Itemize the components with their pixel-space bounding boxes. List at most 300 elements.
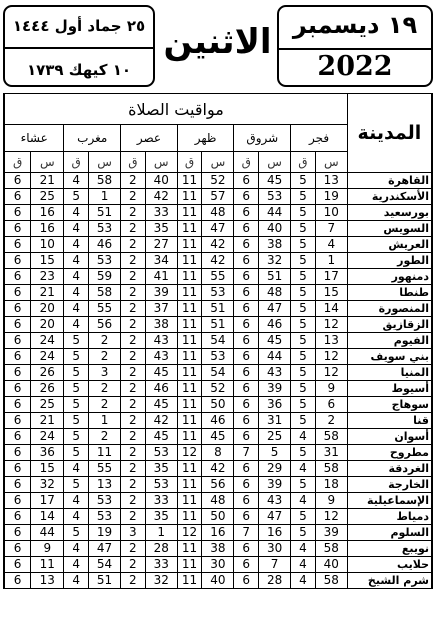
hour-cell: 11	[177, 365, 202, 381]
minute-cell: 13	[315, 333, 347, 349]
minute-cell: 32	[145, 573, 177, 589]
prayer-header: عصر	[121, 125, 178, 152]
minute-cell: 13	[31, 573, 64, 589]
hour-cell: 6	[4, 205, 31, 221]
hour-cell: 6	[234, 173, 259, 189]
city-name: الزقازيق	[347, 317, 432, 333]
hour-cell: 11	[177, 173, 202, 189]
table-row	[4, 477, 432, 493]
minute-cell: 12	[315, 365, 347, 381]
minute-cell: 2	[88, 349, 120, 365]
hour-cell: 2	[121, 445, 146, 461]
minute-cell: 29	[259, 461, 291, 477]
hour-cell: 4	[291, 493, 316, 509]
hour-cell: 4	[64, 573, 89, 589]
hour-cell: 4	[64, 173, 89, 189]
hour-cell: 6	[4, 477, 31, 493]
hour-cell: 11	[177, 541, 202, 557]
unit-minute-label: ق	[234, 152, 259, 173]
minute-cell: 44	[31, 525, 64, 541]
minute-cell: 18	[315, 477, 347, 493]
minute-cell: 51	[88, 573, 120, 589]
minute-cell: 24	[31, 429, 64, 445]
minute-cell: 47	[88, 541, 120, 557]
hour-cell: 6	[234, 477, 259, 493]
coptic-date: ١٠ كيهك ١٧٣٩	[26, 61, 132, 79]
minute-cell: 8	[202, 445, 234, 461]
hour-cell: 5	[291, 285, 316, 301]
hour-cell: 2	[121, 429, 146, 445]
minute-cell: 3	[88, 365, 120, 381]
minute-cell: 27	[145, 237, 177, 253]
hour-cell: 6	[4, 573, 31, 589]
unit-minute-label: ق	[64, 152, 89, 173]
minute-cell: 51	[202, 301, 234, 317]
minute-cell: 47	[259, 301, 291, 317]
hour-cell: 6	[4, 301, 31, 317]
minute-cell: 33	[145, 557, 177, 573]
table-row	[4, 365, 432, 381]
prayer-header: مغرب	[64, 125, 121, 152]
hour-cell: 5	[64, 397, 89, 413]
minute-cell: 16	[31, 205, 64, 221]
minute-cell: 46	[259, 317, 291, 333]
minute-cell: 55	[88, 461, 120, 477]
minute-cell: 42	[202, 237, 234, 253]
minute-cell: 59	[88, 269, 120, 285]
hour-cell: 11	[177, 237, 202, 253]
minute-cell: 53	[145, 477, 177, 493]
minute-cell: 25	[31, 189, 64, 205]
minute-cell: 45	[259, 173, 291, 189]
hour-cell: 6	[234, 285, 259, 301]
city-name: الخارجة	[347, 477, 432, 493]
minute-cell: 45	[145, 429, 177, 445]
city-name: دمنهور	[347, 269, 432, 285]
hour-cell: 11	[177, 413, 202, 429]
hour-cell: 5	[64, 349, 89, 365]
minute-cell: 2	[88, 381, 120, 397]
hour-cell: 6	[234, 317, 259, 333]
hour-cell: 6	[234, 301, 259, 317]
minute-cell: 36	[31, 445, 64, 461]
minute-cell: 16	[31, 221, 64, 237]
hour-cell: 5	[291, 349, 316, 365]
hour-cell: 6	[4, 221, 31, 237]
minute-cell: 6	[315, 397, 347, 413]
table-row	[4, 237, 432, 253]
minute-cell: 38	[202, 541, 234, 557]
hour-cell: 11	[177, 477, 202, 493]
minute-cell: 25	[259, 429, 291, 445]
minute-cell: 52	[202, 173, 234, 189]
hour-cell: 2	[121, 221, 146, 237]
minute-cell: 15	[315, 285, 347, 301]
hour-cell: 11	[177, 573, 202, 589]
minute-cell: 16	[202, 525, 234, 541]
minute-cell: 48	[202, 205, 234, 221]
city-name: القاهرة	[347, 173, 432, 189]
hour-cell: 6	[4, 541, 31, 557]
minute-cell: 58	[315, 429, 347, 445]
minute-cell: 1	[88, 413, 120, 429]
hour-cell: 2	[121, 381, 146, 397]
hour-cell: 11	[177, 349, 202, 365]
minute-cell: 45	[145, 397, 177, 413]
gregorian-day-month: ١٩ ديسمبر	[292, 11, 418, 39]
minute-cell: 55	[88, 301, 120, 317]
hour-cell: 4	[64, 301, 89, 317]
hour-cell: 6	[4, 413, 31, 429]
hour-cell: 6	[4, 493, 31, 509]
hour-cell: 5	[291, 269, 316, 285]
table-row	[4, 525, 432, 541]
minute-cell: 35	[145, 221, 177, 237]
minute-cell: 31	[259, 413, 291, 429]
minute-cell: 14	[31, 509, 64, 525]
gregorian-year: 2022	[317, 51, 393, 82]
minute-cell: 35	[145, 509, 177, 525]
minute-cell: 47	[202, 221, 234, 237]
minute-cell: 53	[259, 189, 291, 205]
minute-cell: 14	[315, 301, 347, 317]
hour-cell: 11	[177, 397, 202, 413]
hour-cell: 2	[121, 573, 146, 589]
hour-cell: 4	[291, 557, 316, 573]
table-row	[4, 189, 432, 205]
city-name: أسوان	[347, 429, 432, 445]
minute-cell: 24	[31, 349, 64, 365]
minute-cell: 53	[88, 493, 120, 509]
city-name: السلوم	[347, 525, 432, 541]
minute-cell: 39	[315, 525, 347, 541]
hour-cell: 12	[177, 525, 202, 541]
minute-cell: 39	[259, 477, 291, 493]
hour-cell: 4	[64, 237, 89, 253]
hour-cell: 6	[234, 349, 259, 365]
minute-cell: 2	[88, 429, 120, 445]
hour-cell: 5	[291, 381, 316, 397]
minute-cell: 20	[31, 317, 64, 333]
minute-cell: 51	[259, 269, 291, 285]
hour-cell: 4	[64, 221, 89, 237]
minute-cell: 2	[315, 413, 347, 429]
minute-cell: 32	[31, 477, 64, 493]
table-row	[4, 381, 432, 397]
minute-cell: 25	[31, 397, 64, 413]
unit-minute-label: ق	[4, 152, 31, 173]
minute-cell: 45	[202, 429, 234, 445]
hour-cell: 6	[4, 365, 31, 381]
minute-cell: 2	[88, 397, 120, 413]
minute-cell: 17	[31, 493, 64, 509]
table-row	[4, 333, 432, 349]
minute-cell: 12	[315, 349, 347, 365]
minute-cell: 40	[202, 573, 234, 589]
minute-cell: 56	[88, 317, 120, 333]
minute-cell: 23	[31, 269, 64, 285]
minute-cell: 15	[31, 461, 64, 477]
minute-cell: 44	[259, 349, 291, 365]
hour-cell: 5	[291, 445, 316, 461]
hour-cell: 7	[234, 445, 259, 461]
prayer-header: شروق	[234, 125, 291, 152]
hour-cell: 2	[121, 493, 146, 509]
minute-cell: 10	[31, 237, 64, 253]
hour-cell: 6	[4, 381, 31, 397]
city-name: قنا	[347, 413, 432, 429]
hour-cell: 2	[121, 541, 146, 557]
minute-cell: 19	[315, 189, 347, 205]
minute-cell: 32	[259, 253, 291, 269]
hour-cell: 6	[234, 557, 259, 573]
hour-cell: 2	[121, 413, 146, 429]
hour-cell: 11	[177, 221, 202, 237]
hour-cell: 5	[291, 221, 316, 237]
hour-cell: 11	[177, 557, 202, 573]
minute-cell: 21	[31, 285, 64, 301]
hour-cell: 5	[64, 333, 89, 349]
minute-cell: 40	[259, 221, 291, 237]
hour-cell: 2	[121, 237, 146, 253]
divider	[279, 48, 431, 50]
hour-cell: 2	[121, 477, 146, 493]
hour-cell: 5	[291, 189, 316, 205]
hour-cell: 5	[64, 189, 89, 205]
hour-cell: 5	[64, 445, 89, 461]
city-column-header: المدينة	[347, 94, 432, 173]
hour-cell: 11	[177, 189, 202, 205]
table-row	[4, 509, 432, 525]
hour-cell: 6	[234, 493, 259, 509]
minute-cell: 28	[145, 541, 177, 557]
minute-cell: 57	[202, 189, 234, 205]
table-row	[4, 317, 432, 333]
minute-cell: 13	[315, 173, 347, 189]
hour-cell: 6	[234, 397, 259, 413]
minute-cell: 13	[88, 477, 120, 493]
unit-hour-label: س	[315, 152, 347, 173]
hour-cell: 6	[4, 525, 31, 541]
minute-cell: 16	[259, 525, 291, 541]
hour-cell: 2	[121, 317, 146, 333]
city-name: الغردقة	[347, 461, 432, 477]
unit-hour-label: س	[202, 152, 234, 173]
minute-cell: 55	[202, 269, 234, 285]
minute-cell: 2	[88, 333, 120, 349]
hour-cell: 6	[4, 189, 31, 205]
minute-cell: 4	[315, 237, 347, 253]
hour-cell: 5	[291, 333, 316, 349]
hour-cell: 6	[234, 541, 259, 557]
table-row	[4, 429, 432, 445]
minute-cell: 52	[202, 381, 234, 397]
city-name: دمياط	[347, 509, 432, 525]
hour-cell: 5	[64, 381, 89, 397]
minute-cell: 21	[31, 173, 64, 189]
minute-cell: 46	[88, 237, 120, 253]
unit-hour-label: س	[88, 152, 120, 173]
minute-cell: 39	[259, 381, 291, 397]
table-row	[4, 541, 432, 557]
table-row	[4, 557, 432, 573]
hour-cell: 6	[4, 557, 31, 573]
hour-cell: 2	[121, 557, 146, 573]
hour-cell: 6	[234, 509, 259, 525]
hour-cell: 6	[234, 221, 259, 237]
day-name: الاثنين	[163, 22, 272, 62]
minute-cell: 11	[31, 557, 64, 573]
hour-cell: 11	[177, 285, 202, 301]
hour-cell: 6	[4, 285, 31, 301]
minute-cell: 28	[259, 573, 291, 589]
city-name: السويس	[347, 221, 432, 237]
table-row	[4, 413, 432, 429]
city-name: المنصورة	[347, 301, 432, 317]
table-row	[4, 349, 432, 365]
minute-cell: 1	[145, 525, 177, 541]
minute-cell: 41	[145, 269, 177, 285]
hour-cell: 6	[4, 237, 31, 253]
table-body	[4, 173, 432, 589]
minute-cell: 26	[31, 381, 64, 397]
hour-cell: 5	[291, 477, 316, 493]
hour-cell: 11	[177, 301, 202, 317]
minute-cell: 17	[315, 269, 347, 285]
hour-cell: 4	[64, 541, 89, 557]
minute-cell: 11	[88, 445, 120, 461]
minute-cell: 48	[202, 493, 234, 509]
table-row	[4, 397, 432, 413]
hour-cell: 2	[121, 397, 146, 413]
hour-cell: 5	[64, 429, 89, 445]
prayer-header: ظهر	[177, 125, 234, 152]
hour-cell: 2	[121, 189, 146, 205]
hour-cell: 6	[4, 445, 31, 461]
hour-cell: 11	[177, 205, 202, 221]
hour-cell: 6	[234, 413, 259, 429]
hour-cell: 6	[234, 429, 259, 445]
hour-cell: 5	[291, 317, 316, 333]
minute-cell: 43	[145, 333, 177, 349]
hour-cell: 4	[64, 461, 89, 477]
hour-cell: 5	[64, 365, 89, 381]
minute-cell: 34	[145, 253, 177, 269]
minute-cell: 42	[145, 189, 177, 205]
hour-cell: 2	[121, 461, 146, 477]
hour-cell: 5	[291, 173, 316, 189]
city-name: الإسماعيلية	[347, 493, 432, 509]
hour-cell: 6	[234, 205, 259, 221]
hour-cell: 2	[121, 269, 146, 285]
minute-cell: 24	[31, 333, 64, 349]
minute-cell: 40	[145, 173, 177, 189]
minute-cell: 40	[315, 557, 347, 573]
minute-cell: 46	[202, 413, 234, 429]
table-row	[4, 301, 432, 317]
minute-cell: 58	[315, 573, 347, 589]
city-name: بورسعيد	[347, 205, 432, 221]
unit-hour-label: س	[145, 152, 177, 173]
hour-cell: 5	[291, 253, 316, 269]
hour-cell: 11	[177, 317, 202, 333]
minute-cell: 39	[145, 285, 177, 301]
minute-cell: 53	[88, 509, 120, 525]
unit-hour-label: س	[259, 152, 291, 173]
city-name: الأسكندرية	[347, 189, 432, 205]
hour-cell: 6	[4, 333, 31, 349]
hour-cell: 6	[4, 349, 31, 365]
hour-cell: 4	[291, 573, 316, 589]
minute-cell: 1	[315, 253, 347, 269]
hour-cell: 11	[177, 461, 202, 477]
minute-cell: 58	[315, 541, 347, 557]
minute-cell: 58	[315, 461, 347, 477]
hour-cell: 12	[177, 445, 202, 461]
hour-cell: 2	[121, 285, 146, 301]
table-row	[4, 221, 432, 237]
minute-cell: 53	[145, 445, 177, 461]
hour-cell: 4	[291, 461, 316, 477]
minute-cell: 53	[202, 349, 234, 365]
minute-cell: 48	[259, 285, 291, 301]
minute-cell: 36	[259, 397, 291, 413]
hour-cell: 4	[64, 317, 89, 333]
minute-cell: 43	[259, 493, 291, 509]
table-row	[4, 253, 432, 269]
minute-cell: 9	[315, 381, 347, 397]
prayer-header: فجر	[291, 125, 348, 152]
hour-cell: 4	[64, 285, 89, 301]
table-row	[4, 205, 432, 221]
minute-cell: 20	[31, 301, 64, 317]
hour-cell: 2	[121, 365, 146, 381]
hour-cell: 11	[177, 429, 202, 445]
table-title: مواقيت الصلاة	[4, 94, 347, 125]
table-row	[4, 493, 432, 509]
unit-minute-label: ق	[177, 152, 202, 173]
hour-cell: 4	[64, 493, 89, 509]
minute-cell: 9	[315, 493, 347, 509]
table-row	[4, 461, 432, 477]
minute-cell: 44	[259, 205, 291, 221]
minute-cell: 30	[202, 557, 234, 573]
hour-cell: 6	[234, 365, 259, 381]
minute-cell: 51	[88, 205, 120, 221]
hour-cell: 5	[291, 413, 316, 429]
hour-cell: 6	[4, 397, 31, 413]
hour-cell: 3	[121, 525, 146, 541]
minute-cell: 54	[202, 333, 234, 349]
hour-cell: 5	[64, 525, 89, 541]
hour-cell: 5	[291, 205, 316, 221]
hour-cell: 6	[4, 173, 31, 189]
hour-cell: 2	[121, 205, 146, 221]
city-name: مطروح	[347, 445, 432, 461]
minute-cell: 54	[88, 557, 120, 573]
city-name: طنطا	[347, 285, 432, 301]
minute-cell: 43	[259, 365, 291, 381]
hour-cell: 11	[177, 493, 202, 509]
table-row	[4, 173, 432, 189]
hijri-date: ٢٥ جماد أول ١٤٤٤	[12, 17, 146, 35]
hour-cell: 6	[234, 381, 259, 397]
minute-cell: 53	[202, 285, 234, 301]
hour-cell: 4	[64, 269, 89, 285]
minute-cell: 15	[31, 253, 64, 269]
minute-cell: 37	[145, 301, 177, 317]
unit-hour-label: س	[31, 152, 64, 173]
